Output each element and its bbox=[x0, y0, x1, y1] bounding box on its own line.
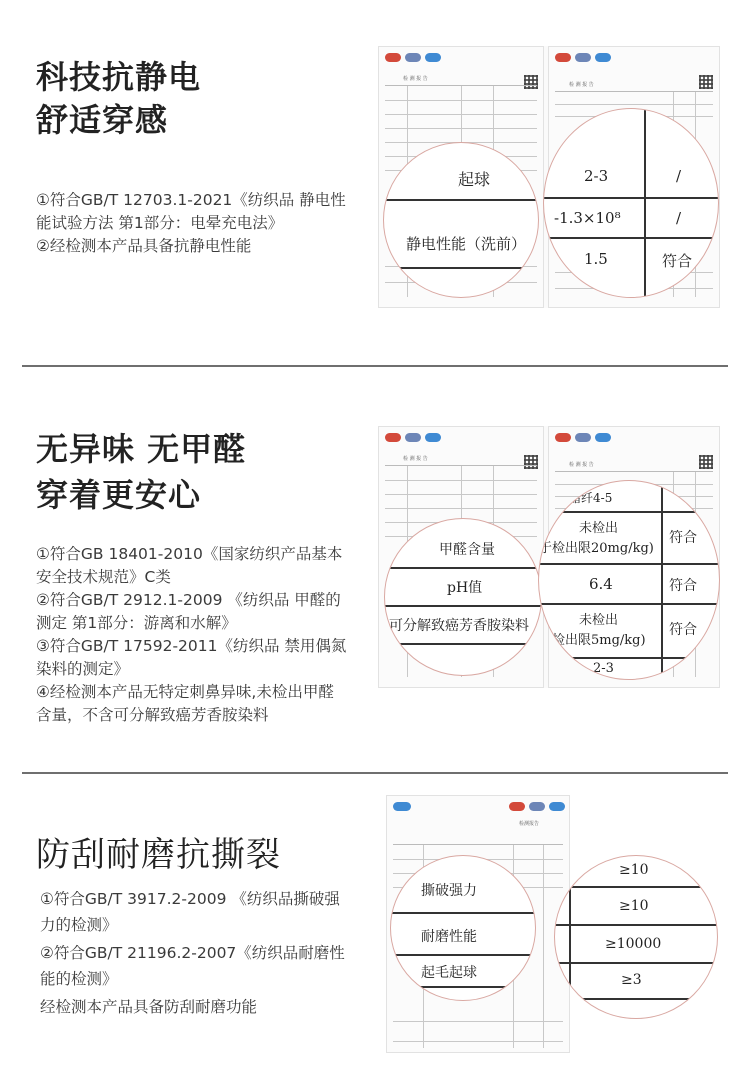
lab-logo-icon bbox=[393, 802, 411, 811]
magnified-value: 未检出 bbox=[579, 521, 619, 536]
section-title: 穿着更安心 bbox=[36, 476, 202, 514]
ilac-logo-icon bbox=[529, 802, 545, 811]
cma-logo-icon bbox=[555, 433, 571, 442]
magnified-value: 符合 bbox=[669, 622, 697, 638]
test-report-image bbox=[384, 793, 720, 1055]
section-divider bbox=[22, 365, 728, 367]
magnified-value: ≥10 bbox=[619, 898, 649, 914]
cnas-logo-icon bbox=[425, 433, 441, 442]
ilac-logo-icon bbox=[575, 53, 591, 62]
section-antistatic bbox=[0, 0, 750, 365]
report-title: 检 测 报 告 bbox=[403, 76, 428, 82]
desc-line: ④经检测本产品无特定刺鼻异味,未检出甲醛 bbox=[36, 683, 334, 701]
cnas-logo-icon bbox=[549, 802, 565, 811]
section-title: 无异味 无甲醛 bbox=[36, 430, 247, 468]
ilac-logo-icon bbox=[405, 53, 421, 62]
magnified-value: 2-3 bbox=[593, 661, 614, 676]
magnified-value: ≥10000 bbox=[605, 936, 662, 952]
qr-code-icon bbox=[699, 455, 713, 469]
report-title: 检 测 报 告 bbox=[569, 462, 594, 468]
desc-line: ①符合GB/T 3917.2-2009 《纺织品撕破强 bbox=[40, 890, 340, 908]
cnas-logo-icon bbox=[595, 53, 611, 62]
magnified-value: ≥3 bbox=[621, 972, 642, 988]
section-wear-resistance bbox=[0, 775, 750, 1088]
magnified-value: 2-3 bbox=[584, 167, 609, 185]
cma-logo-icon bbox=[385, 433, 401, 442]
magnified-value: 1.5 bbox=[584, 250, 608, 268]
report-title: 检 测 报 告 bbox=[569, 82, 594, 88]
desc-line: ②符合GB/T 21196.2-2007《纺织品耐磨性 bbox=[40, 944, 345, 962]
magnified-value-circle bbox=[538, 480, 720, 680]
desc-line: 测定 第1部分：游离和水解》 bbox=[36, 614, 237, 632]
ilac-logo-icon bbox=[405, 433, 421, 442]
magnified-label: 静电性能（洗前） bbox=[406, 235, 527, 253]
magnified-value: 符合 bbox=[669, 530, 697, 546]
magnified-label: 起毛起球 bbox=[421, 965, 477, 981]
desc-line: 经检测本产品具备防刮耐磨功能 bbox=[40, 998, 258, 1016]
desc-line: ①符合GB/T 12703.1-2021《纺织品 静电性 bbox=[36, 191, 346, 209]
ilac-logo-icon bbox=[575, 433, 591, 442]
magnified-value: 于检出限20mg/kg) bbox=[539, 541, 654, 556]
desc-line: 染料的测定》 bbox=[36, 660, 130, 678]
cma-logo-icon bbox=[509, 802, 525, 811]
magnified-label: 撕破强力 bbox=[421, 883, 477, 899]
desc-line: ③符合GB/T 17592-2011《纺织品 禁用偶氮 bbox=[36, 637, 347, 655]
report-title: 检测报告 bbox=[519, 821, 540, 827]
desc-line: 含量，不含可分解致癌芳香胺染料 bbox=[36, 706, 269, 724]
magnified-label: pH值 bbox=[447, 580, 483, 596]
magnified-value: / bbox=[676, 167, 682, 185]
desc-line: ①符合GB 18401-2010《国家纺织产品基本 bbox=[36, 545, 343, 563]
desc-line: ②经检测本产品具备抗静电性能 bbox=[36, 237, 252, 255]
desc-line: 能试验方法 第1部分：电晕充电法》 bbox=[36, 214, 284, 232]
magnified-value: -1.3×10⁸ bbox=[554, 209, 621, 227]
magnified-label-circle bbox=[383, 142, 539, 298]
desc-line: 安全技术规范》C类 bbox=[36, 568, 171, 586]
magnified-value-circle bbox=[554, 855, 718, 1019]
magnified-value: 于检出限5mg/kg) bbox=[539, 633, 646, 648]
test-report-image bbox=[378, 46, 720, 308]
magnified-label: 甲醛含量 bbox=[439, 542, 495, 558]
desc-line: ②符合GB/T 2912.1-2009 《纺织品 甲醛的 bbox=[36, 591, 341, 609]
magnified-value: 符合 bbox=[662, 252, 693, 270]
cma-logo-icon bbox=[385, 53, 401, 62]
cma-logo-icon bbox=[555, 53, 571, 62]
cnas-logo-icon bbox=[425, 53, 441, 62]
section-title: 舒适穿感 bbox=[36, 101, 169, 139]
magnified-label-circle bbox=[384, 518, 542, 676]
magnified-value: ≥10 bbox=[619, 862, 649, 878]
magnified-value: 6.4 bbox=[589, 575, 613, 593]
section-no-formaldehyde bbox=[0, 368, 750, 772]
qr-code-icon bbox=[699, 75, 713, 89]
test-report-image bbox=[378, 426, 720, 688]
magnified-value: / bbox=[676, 209, 682, 227]
section-title: 科技抗静电 bbox=[36, 58, 202, 96]
cnas-logo-icon bbox=[595, 433, 611, 442]
report-title: 检 测 报 告 bbox=[403, 456, 428, 462]
magnified-label: 可分解致癌芳香胺染料 bbox=[389, 618, 529, 634]
magnified-value: 符合 bbox=[669, 578, 697, 594]
section-title: 防刮耐磨抗撕裂 bbox=[36, 835, 281, 875]
desc-line: 能的检测》 bbox=[40, 970, 118, 988]
magnified-value: 醋纤4-5 bbox=[569, 491, 613, 505]
desc-line: 力的检测》 bbox=[40, 916, 118, 934]
magnified-label-circle bbox=[390, 855, 536, 1001]
magnified-label: 起球 bbox=[458, 170, 491, 189]
section-divider bbox=[22, 772, 728, 774]
magnified-label: 耐磨性能 bbox=[421, 929, 477, 945]
magnified-value-circle bbox=[543, 108, 719, 298]
magnified-value: 未检出 bbox=[579, 613, 619, 628]
